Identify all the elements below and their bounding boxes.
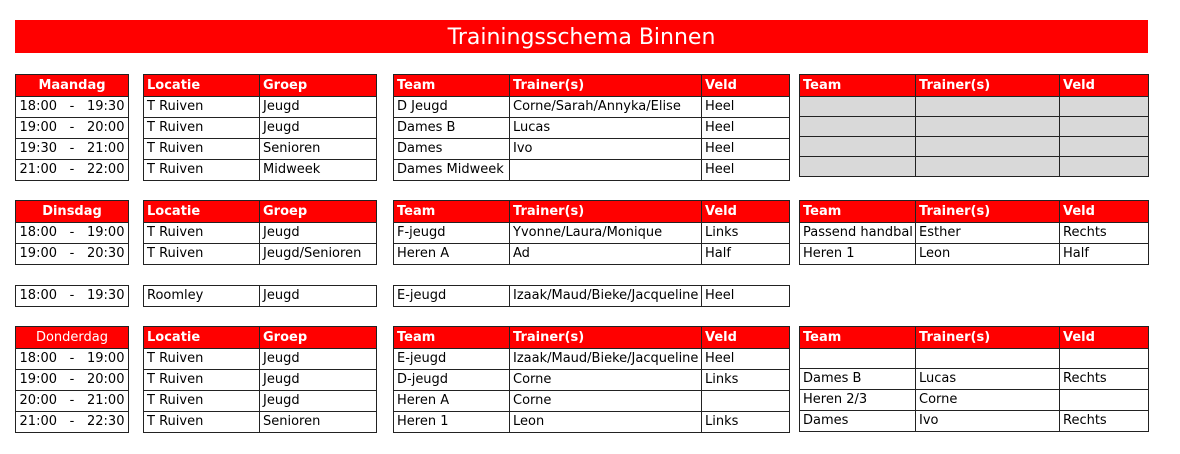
veld-cell[interactable]: Links [702, 370, 790, 391]
empty-cell[interactable] [800, 117, 916, 137]
empty-cell[interactable] [1060, 97, 1149, 117]
header-trainer: Trainer(s) [916, 75, 1060, 97]
trainer-cell[interactable]: Ivo [916, 411, 1060, 432]
donderdag-time-table [15, 326, 129, 433]
veld-cell[interactable]: Heel [702, 286, 790, 307]
header-veld: Veld [1060, 201, 1149, 223]
team-cell[interactable]: Heren A [394, 391, 510, 412]
locatie-cell[interactable]: T Ruiven [144, 97, 260, 118]
header-veld: Veld [702, 327, 790, 349]
empty-cell[interactable] [916, 137, 1060, 157]
header-trainer: Trainer(s) [510, 201, 702, 223]
header-trainer: Trainer(s) [916, 327, 1060, 349]
groep-cell[interactable]: Senioren [260, 139, 377, 160]
groep-cell[interactable]: Jeugd [260, 370, 377, 391]
team-cell[interactable]: E-jeugd [394, 286, 510, 307]
groep-cell[interactable]: Senioren [260, 412, 377, 433]
veld-cell[interactable]: Heel [702, 118, 790, 139]
maandag-team-table [393, 74, 790, 181]
trainer-cell[interactable]: Izaak/Maud/Bieke/Jacqueline [510, 349, 702, 370]
day-header-dinsdag: Dinsdag [16, 201, 129, 223]
locatie-cell[interactable]: T Ruiven [144, 160, 260, 181]
empty-cell[interactable] [1060, 157, 1149, 177]
header-team: Team [394, 201, 510, 223]
header-veld: Veld [702, 75, 790, 97]
empty-cell[interactable] [1060, 117, 1149, 137]
locatie-cell[interactable]: Roomley [144, 286, 260, 307]
time-cell[interactable]: 18:00 - 19:30 [16, 286, 129, 307]
header-locatie: Locatie [144, 201, 260, 223]
veld-cell[interactable]: Links [702, 412, 790, 433]
empty-cell[interactable] [916, 157, 1060, 177]
locatie-cell[interactable]: T Ruiven [144, 391, 260, 412]
trainer-cell[interactable]: Corne [916, 390, 1060, 411]
empty-cell[interactable] [800, 137, 916, 157]
veld-cell[interactable]: Rechts [1060, 223, 1149, 244]
trainer-cell[interactable]: Ad [510, 244, 702, 265]
team-cell[interactable]: Heren 1 [394, 412, 510, 433]
veld-cell[interactable]: Rechts [1060, 369, 1149, 390]
header-team: Team [394, 75, 510, 97]
locatie-cell[interactable]: T Ruiven [144, 370, 260, 391]
time-cell[interactable]: 18:00 - 19:00 [16, 349, 129, 370]
groep-cell[interactable]: Jeugd [260, 223, 377, 244]
team-cell[interactable]: Passend handbal [800, 223, 916, 244]
veld-cell[interactable]: Heel [702, 139, 790, 160]
team-cell[interactable]: F-jeugd [394, 223, 510, 244]
veld-cell[interactable]: Heel [702, 97, 790, 118]
maandag-location-table [143, 74, 377, 181]
header-trainer: Trainer(s) [510, 75, 702, 97]
empty-cell[interactable] [916, 117, 1060, 137]
donderdag-team-table [393, 326, 790, 433]
trainer-cell[interactable]: Corne [510, 370, 702, 391]
team-cell[interactable]: Heren 1 [800, 244, 916, 265]
trainer-cell[interactable]: Lucas [510, 118, 702, 139]
header-team: Team [800, 327, 916, 349]
team-cell[interactable]: D-jeugd [394, 370, 510, 391]
header-veld: Veld [1060, 327, 1149, 349]
team-cell[interactable]: Heren 2/3 [800, 390, 916, 411]
locatie-cell[interactable]: T Ruiven [144, 118, 260, 139]
veld-cell[interactable] [1060, 390, 1149, 411]
dinsdag-extra-team-table [393, 285, 790, 307]
veld-cell[interactable] [1060, 349, 1149, 369]
team-cell[interactable]: Dames Midweek [394, 160, 510, 181]
locatie-cell[interactable]: T Ruiven [144, 349, 260, 370]
trainer-cell[interactable]: Leon [510, 412, 702, 433]
donderdag-team-table-2 [799, 326, 1149, 432]
groep-cell[interactable]: Jeugd [260, 97, 377, 118]
maandag-team-table-2 [799, 74, 1149, 177]
team-cell[interactable]: D Jeugd [394, 97, 510, 118]
groep-cell[interactable]: Midweek [260, 160, 377, 181]
empty-cell[interactable] [1060, 137, 1149, 157]
header-groep: Groep [260, 327, 377, 349]
team-cell[interactable]: Dames [800, 411, 916, 432]
trainer-cell[interactable]: Corne/Sarah/Annyka/Elise [510, 97, 702, 118]
header-team: Team [800, 75, 916, 97]
time-cell[interactable]: 18:00 - 19:30 [16, 97, 129, 118]
header-locatie: Locatie [144, 75, 260, 97]
trainer-cell[interactable] [916, 349, 1060, 369]
veld-cell[interactable]: Links [702, 223, 790, 244]
header-locatie: Locatie [144, 327, 260, 349]
trainer-cell[interactable] [510, 160, 702, 181]
header-veld: Veld [1060, 75, 1149, 97]
trainer-cell[interactable]: Ivo [510, 139, 702, 160]
dinsdag-extra-location-table [143, 285, 377, 307]
team-cell[interactable]: Dames B [394, 118, 510, 139]
dinsdag-location-table [143, 200, 377, 265]
locatie-cell[interactable]: T Ruiven [144, 139, 260, 160]
time-cell[interactable]: 21:00 - 22:00 [16, 160, 129, 181]
header-groep: Groep [260, 75, 377, 97]
team-cell[interactable]: Heren A [394, 244, 510, 265]
header-groep: Groep [260, 201, 377, 223]
trainer-cell[interactable]: Lucas [916, 369, 1060, 390]
page-title: Trainingsschema Binnen [15, 20, 1148, 53]
time-cell[interactable]: 21:00 - 22:30 [16, 412, 129, 433]
dinsdag-extra-time-table [15, 285, 129, 307]
dinsdag-team-table [393, 200, 790, 265]
time-cell[interactable]: 19:30 - 21:00 [16, 139, 129, 160]
groep-cell[interactable]: Jeugd [260, 118, 377, 139]
header-team: Team [800, 201, 916, 223]
time-cell[interactable]: 19:00 - 20:00 [16, 370, 129, 391]
veld-cell[interactable] [702, 391, 790, 412]
header-trainer: Trainer(s) [916, 201, 1060, 223]
groep-cell[interactable]: Jeugd/Senioren [260, 244, 377, 265]
groep-cell[interactable]: Jeugd [260, 391, 377, 412]
day-header-donderdag: Donderdag [16, 327, 129, 349]
time-cell[interactable]: 20:00 - 21:00 [16, 391, 129, 412]
veld-cell[interactable]: Half [702, 244, 790, 265]
donderdag-location-table [143, 326, 377, 433]
time-cell[interactable]: 18:00 - 19:00 [16, 223, 129, 244]
trainer-cell[interactable]: Esther [916, 223, 1060, 244]
team-cell[interactable]: Dames B [800, 369, 916, 390]
locatie-cell[interactable]: T Ruiven [144, 244, 260, 265]
veld-cell[interactable]: Heel [702, 349, 790, 370]
time-cell[interactable]: 19:00 - 20:00 [16, 118, 129, 139]
maandag-time-table [15, 74, 129, 181]
locatie-cell[interactable]: T Ruiven [144, 412, 260, 433]
empty-cell[interactable] [800, 157, 916, 177]
day-header-maandag: Maandag [16, 75, 129, 97]
time-cell[interactable]: 19:00 - 20:30 [16, 244, 129, 265]
trainer-cell[interactable]: Leon [916, 244, 1060, 265]
trainer-cell[interactable]: Izaak/Maud/Bieke/Jacqueline [510, 286, 702, 307]
trainer-cell[interactable]: Yvonne/Laura/Monique [510, 223, 702, 244]
groep-cell[interactable]: Jeugd [260, 286, 377, 307]
header-trainer: Trainer(s) [510, 327, 702, 349]
groep-cell[interactable]: Jeugd [260, 349, 377, 370]
team-cell[interactable]: Dames [394, 139, 510, 160]
empty-cell[interactable] [800, 97, 916, 117]
veld-cell[interactable]: Half [1060, 244, 1149, 265]
header-team: Team [394, 327, 510, 349]
locatie-cell[interactable]: T Ruiven [144, 223, 260, 244]
header-veld: Veld [702, 201, 790, 223]
dinsdag-time-table [15, 200, 129, 265]
veld-cell[interactable]: Rechts [1060, 411, 1149, 432]
team-cell[interactable]: E-jeugd [394, 349, 510, 370]
dinsdag-team-table-2 [799, 200, 1149, 265]
trainer-cell[interactable]: Corne [510, 391, 702, 412]
veld-cell[interactable]: Heel [702, 160, 790, 181]
empty-cell[interactable] [916, 97, 1060, 117]
team-cell[interactable] [800, 349, 916, 369]
